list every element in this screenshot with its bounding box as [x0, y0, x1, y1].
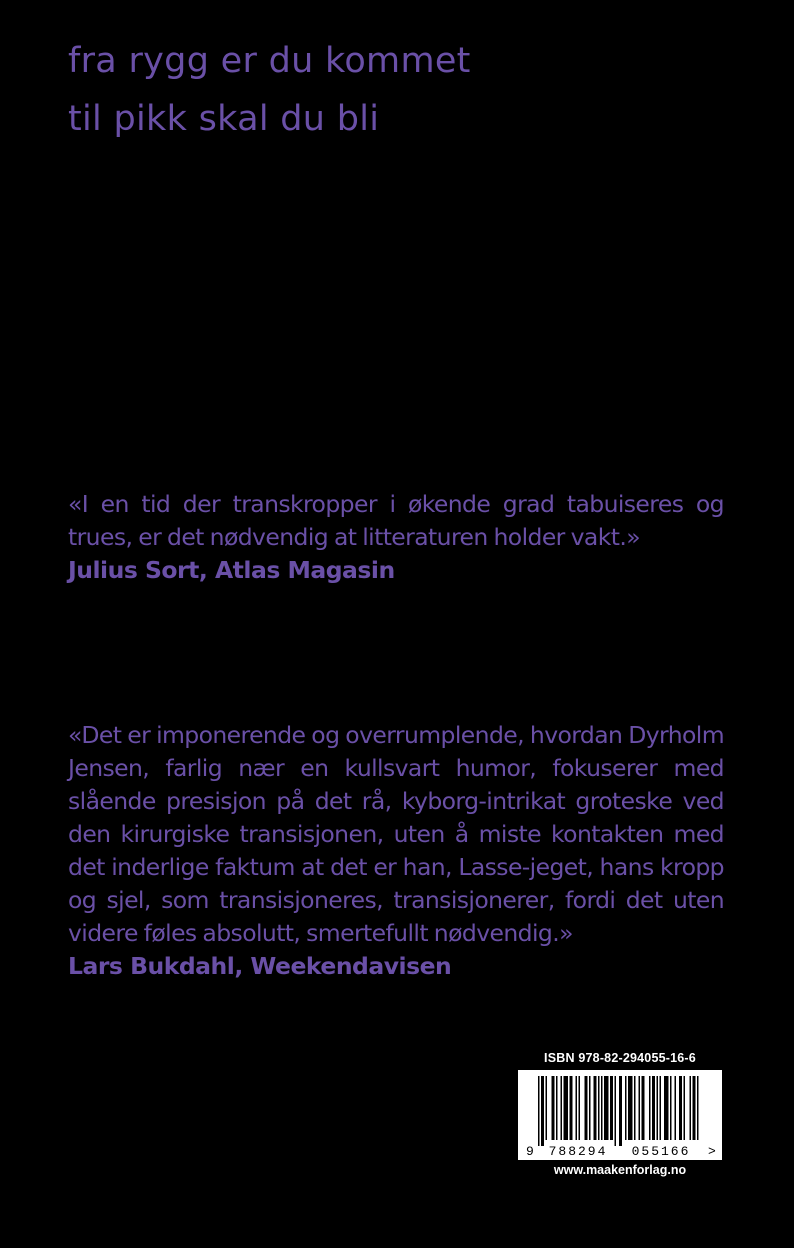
barcode-bar — [664, 1076, 669, 1140]
barcode-digit-end: > — [708, 1144, 716, 1159]
barcode-bar — [556, 1076, 558, 1140]
barcode-bar — [693, 1076, 696, 1140]
barcode-bar — [541, 1076, 544, 1146]
headline — [68, 32, 728, 148]
barcode-bar — [598, 1076, 600, 1140]
barcode-bar — [576, 1076, 578, 1140]
review-quote-1-source: Julius Sort, Atlas Magasin — [68, 556, 395, 584]
barcode-bar — [628, 1076, 633, 1140]
barcode-bar — [570, 1076, 573, 1140]
review-quote-1 — [68, 488, 724, 587]
barcode-graphic — [518, 1070, 722, 1160]
barcode-digit-first: 9 — [526, 1144, 534, 1159]
barcode — [518, 1070, 722, 1160]
barcode-bar — [660, 1076, 662, 1140]
barcode-bar — [610, 1076, 613, 1140]
review-quote-2-source: Lars Bukdahl, Weekendavisen — [68, 952, 452, 980]
barcode-bar — [690, 1076, 692, 1140]
barcode-bar — [634, 1076, 636, 1140]
headline-line-2: til pikk skal du bli — [68, 99, 380, 139]
barcode-bar — [625, 1076, 627, 1140]
barcode-bar — [552, 1076, 555, 1140]
review-quote-2-text: «Det er imponerende og overrumplende, hvordan Dyrholm Jensen, farlig nær en kullsvart humor, fokuserer med slående presisjon på det rå, kyborg-intrikat groteske ved den kirurgiske transisjonen, uten å miste kontakten med det inderlige faktum at det er han, Lasse-jeget, hans kropp og sjel, som transisjoneres, transisjonerer, fordi det uten videre føles absolutt, smertefullt nødvendig.» — [68, 721, 724, 947]
barcode-bar — [679, 1076, 682, 1140]
barcode-bar — [670, 1076, 672, 1140]
barcode-bar — [619, 1076, 622, 1146]
barcode-digits-left: 788294 — [548, 1144, 608, 1159]
barcode-bars — [538, 1076, 699, 1146]
isbn-label: ISBN 978-82-294055-16-6 — [544, 1051, 696, 1065]
barcode-bar — [615, 1076, 617, 1146]
barcode-bar — [604, 1076, 609, 1140]
barcode-bar — [589, 1076, 591, 1140]
barcode-bar — [546, 1076, 548, 1140]
barcode-bar — [579, 1076, 581, 1140]
publisher-url: www.maakenforlag.no — [553, 1163, 687, 1177]
barcode-bar — [649, 1076, 651, 1140]
headline-line-1: fra rygg er du kommet — [68, 41, 471, 81]
barcode-bar — [675, 1076, 677, 1140]
barcode-bar — [601, 1076, 603, 1140]
barcode-bar — [652, 1076, 655, 1140]
barcode-bar — [594, 1076, 597, 1140]
barcode-bar — [684, 1076, 686, 1140]
barcode-bar — [561, 1076, 563, 1140]
barcode-bar — [657, 1076, 659, 1140]
barcode-bar — [697, 1076, 699, 1140]
barcode-bar — [642, 1076, 645, 1140]
barcode-bar — [538, 1076, 540, 1146]
barcode-bar — [639, 1076, 641, 1140]
review-quote-2 — [68, 719, 724, 983]
barcode-digits-right: 055166 — [631, 1144, 691, 1159]
barcode-bar — [585, 1076, 588, 1140]
review-quote-1-text: «I en tid der transkropper i økende grad tabuiseres og trues, er det nødvendig at litteraturen holder vakt.» — [68, 490, 724, 551]
barcode-bar — [564, 1076, 569, 1140]
